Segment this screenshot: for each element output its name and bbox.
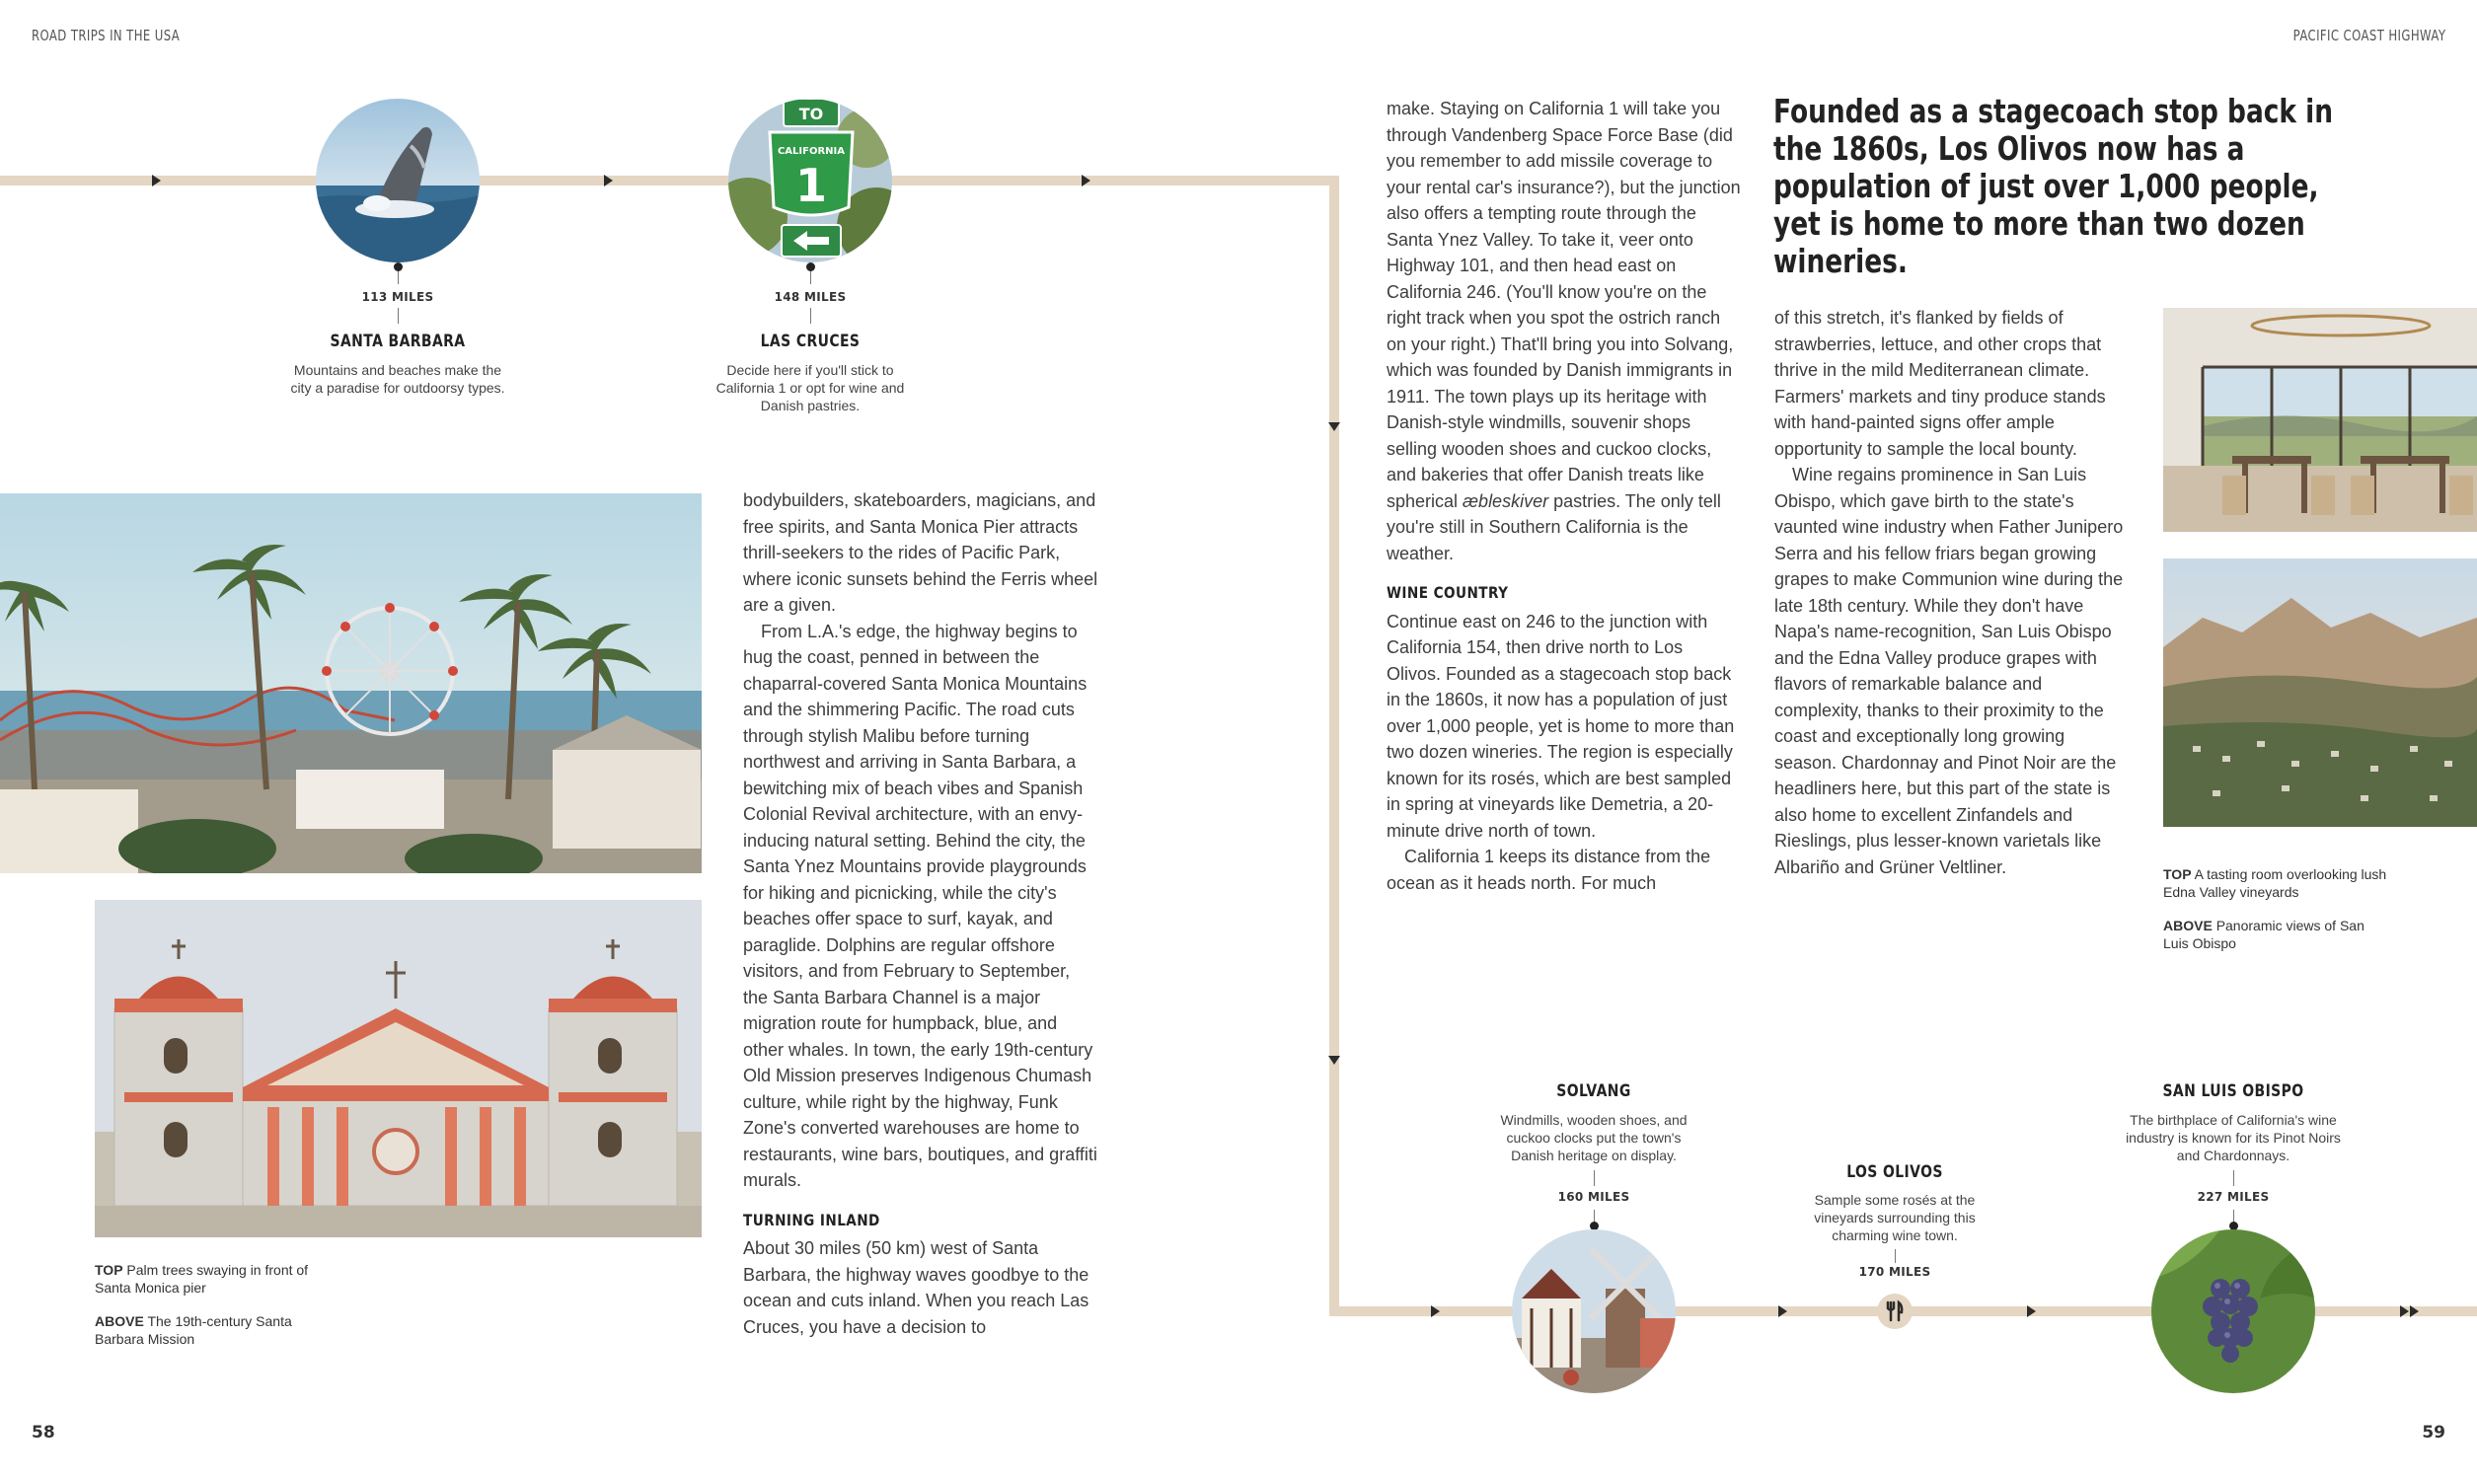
caption-tag: ABOVE (2163, 918, 2213, 933)
stop-description: Decide here if you'll stick to California 1 or opt for wine and Danish pastries. (715, 362, 905, 413)
body-paragraph (1387, 96, 1742, 566)
direction-arrow (1328, 422, 1340, 431)
pull-quote: Founded as a stagecoach stop back in the 1860s, Los Olivos now has a population of just over 1,000 people, yet is home to more than two dozen wineries. (1773, 92, 2334, 280)
stop-connector (1594, 1170, 1595, 1186)
body-column-1 (743, 487, 1098, 1340)
california-1-sign-photo (728, 99, 892, 262)
stop-miles: 227 MILES (2197, 1190, 2270, 1204)
direction-arrow (604, 175, 613, 186)
body-paragraph: Continue east on 246 to the junction with California 154, then drive north to Los Olivos. Founded as a stagecoach stop back in the 1860s, it now has a population of just over 1,000 people, yet is home to more than two dozen wineries. The region is especially known for its rosés, which are best sampled in spring at vineyards like Demetria, a 20-minute drive north of town. (1387, 611, 1735, 841)
body-column-3 (1774, 305, 2130, 880)
running-head-left: ROAD TRIPS IN THE USA (32, 27, 181, 44)
stop-description: The birthplace of California's wine industry is known for its Pinot Noirs and Chardonnays. (2126, 1112, 2341, 1163)
stop-name: SAN LUIS OBISPO (2162, 1081, 2304, 1101)
body-text-italic: æbleskiver (1463, 490, 1549, 511)
page-number-left: 58 (32, 1423, 55, 1443)
san-luis-obispo-panorama-photo (2163, 558, 2477, 827)
caption-text: A tasting room overlooking lush Edna Valley vineyards (2163, 866, 2387, 900)
direction-arrow (1082, 175, 1090, 186)
route-line-top (0, 176, 1337, 186)
stop-connector (398, 308, 399, 324)
stop-connector (1895, 1249, 1896, 1263)
stop-name: LAS CRUCES (760, 332, 861, 351)
stop-name: LOS OLIVOS (1846, 1162, 1943, 1182)
stop-description: Sample some rosés at the vineyards surrounding this charming wine town. (1814, 1192, 1976, 1243)
sign-to-text: TO (798, 105, 824, 123)
photo-caption-left (95, 1261, 332, 1364)
caption-text: Panoramic views of San Luis Obispo (2163, 918, 2364, 951)
stop-miles: 148 MILES (774, 290, 847, 304)
body-paragraph: bodybuilders, skateboarders, magicians, and free spirits, and Santa Monica Pier attracts thrill-seekers to the rides of Pacific Park, where iconic sunsets behind the Ferris wheel are a given. (743, 490, 1098, 615)
body-text: make. Staying on California 1 will take you through Vandenberg Space Force Base (did you remember to add missile coverage to your rental car's insurance?), but the junction also offers a tempting route through the Santa Ynez Valley. To take it, veer onto Highway 101, and then head east on California 246. (You'll know you're on the right track when you spot the ostrich ranch on your right.) That'll bring you into Solvang, which was founded by Danish immigrants in 1911. The town plays up its heritage with Danish-style windmills, souvenir shops selling wooden shoes and cuckoo clocks, and bakeries that offer Danish treats like spherical (1387, 99, 1741, 511)
stop-marker (394, 262, 403, 271)
section-heading: WINE COUNTRY (1387, 583, 1509, 602)
photo-caption-right (2163, 865, 2390, 968)
direction-arrow (1778, 1305, 1787, 1317)
whale-photo (316, 99, 480, 262)
stop-name: SOLVANG (1556, 1081, 1631, 1101)
direction-arrow (2400, 1305, 2409, 1317)
santa-barbara-mission-photo (95, 900, 702, 1237)
running-head-right: PACIFIC COAST HIGHWAY (2292, 27, 2445, 44)
route-line-vertical (1329, 176, 1339, 1316)
body-paragraph: Wine regains prominence in San Luis Obispo, which gave birth to the state's vaunted wine industry when Father Junipero Serra and his fellow friars began growing grapes to make Communion wine during the late 18th century. While they don't have Napa's name-recognition, San Luis Obispo and the Edna Valley produce grapes with flavors of remarkable balance and complexity, thanks to their proximity to the coast and exceptionally long growing season. Chardonnay and Pinot Noir are the headliners here, but this part of the state is also home to excellent Zinfandels and Rieslings, plus lesser-known varietals like Albariño and Grüner Veltliner. (1774, 465, 2124, 877)
stop-description: Mountains and beaches make the city a paradise for outdoorsy types. (290, 362, 505, 396)
solvang-windmill-photo (1512, 1229, 1676, 1393)
tasting-room-photo (2163, 308, 2477, 532)
direction-arrow (2027, 1305, 2036, 1317)
direction-arrow (152, 175, 161, 186)
sign-route-number: 1 (794, 159, 828, 212)
direction-arrow (1328, 1056, 1340, 1065)
body-paragraph: About 30 miles (50 km) west of Santa Barbara, the highway waves goodbye to the ocean and cuts inland. When you reach Las Cruces, you have a decision to (743, 1238, 1089, 1337)
fork-and-knife-icon (1877, 1294, 1913, 1329)
section-heading: TURNING INLAND (743, 1210, 880, 1229)
stop-name: SANTA BARBARA (330, 332, 466, 351)
body-paragraph: of this stretch, it's flanked by fields of strawberries, lettuce, and other crops that thrive in the mild Mediterranean climate. Farmers' markets and tiny produce stands with hand-painted signs offer ample opportunity to sample the local bounty. (1774, 308, 2106, 459)
body-paragraph: From L.A.'s edge, the highway begins to hug the coast, penned in between the chaparral-covered Santa Monica Mountains and the shimmering Pacific. The road cuts through stylish Malibu before turning northwest and arriving in Santa Barbara, a bewitching mix of beach vibes and Spanish Colonial Revival architecture, with an envy-inducing natural setting. Behind the city, the Santa Ynez Mountains provide playgrounds for hiking and picnicking, while the city's beaches offer space to surf, kayak, and paraglide. Dolphins are regular offshore visitors, and from February to September, the Santa Barbara Channel is a major migration route for humpback, blue, and other whales. In town, the early 19th-century Old Mission preserves Indigenous Chumash culture, while right by the highway, Funk Zone's converted warehouses are home to restaurants, wine bars, boutiques, and graffiti murals. (743, 621, 1097, 1190)
body-text: pastries. The only tell you're still in Southern California is the weather. (1387, 490, 1721, 563)
direction-arrow (2410, 1305, 2419, 1317)
stop-description: Windmills, wooden shoes, and cuckoo clocks put the town's Danish heritage on display. (1500, 1112, 1688, 1163)
caption-tag: TOP (95, 1262, 123, 1278)
stop-connector (2233, 1170, 2234, 1186)
sign-state-text: CALIFORNIA (777, 146, 846, 157)
grapes-photo (2151, 1229, 2315, 1393)
caption-text: The 19th-century Santa Barbara Mission (95, 1313, 292, 1347)
stop-connector (810, 308, 811, 324)
page-number-right: 59 (2422, 1423, 2445, 1443)
santa-monica-pier-photo (0, 493, 702, 873)
direction-arrow (1431, 1305, 1440, 1317)
caption-tag: TOP (2163, 866, 2192, 882)
body-paragraph: California 1 keeps its distance from the ocean as it heads north. For much (1387, 847, 1711, 893)
stop-marker (806, 262, 815, 271)
stop-miles: 170 MILES (1858, 1265, 1931, 1279)
stop-miles: 113 MILES (361, 290, 434, 304)
caption-text: Palm trees swaying in front of Santa Monica pier (95, 1262, 309, 1296)
stop-miles: 160 MILES (1557, 1190, 1630, 1204)
caption-tag: ABOVE (95, 1313, 144, 1329)
body-column-2 (1387, 96, 1742, 896)
